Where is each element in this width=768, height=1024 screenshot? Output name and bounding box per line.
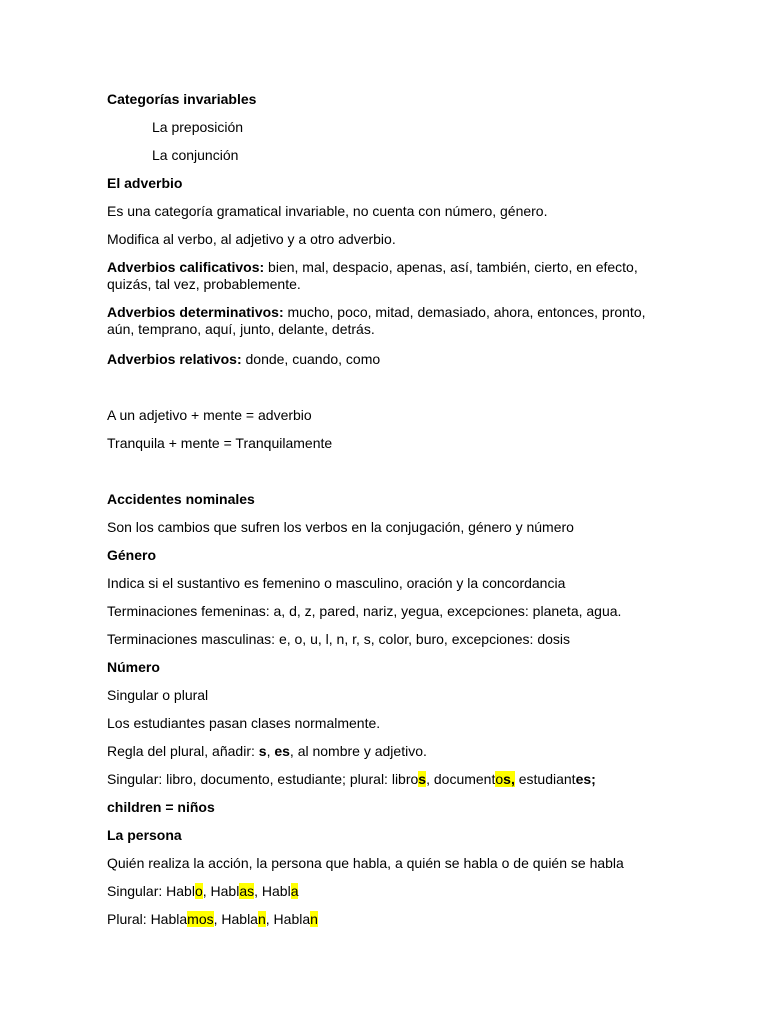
paragraph-regla-plural (107, 743, 427, 760)
heading-la-persona: La persona (107, 827, 182, 843)
singpl-text-a: Singular: libro, documento, estudiante; plural: libro (107, 771, 419, 787)
item-conjuncion: La conjunción (152, 147, 239, 163)
heading-el-adverbio: El adverbio (107, 175, 183, 191)
paragraph-ejemplo: Tranquila + mente = Tranquilamente (107, 435, 333, 451)
highlight-o-documentos: o (495, 771, 504, 787)
paragraph-formula: A un adjetivo + mente = adverbio (107, 407, 312, 423)
label-determinativos: Adverbios determinativos: (107, 304, 284, 320)
highlight-n-hablan-1: n (257, 911, 266, 927)
paragraph-children: children = niños (107, 799, 215, 815)
paragraph-estudiantes: Los estudiantes pasan clases normalmente. (107, 715, 381, 731)
singular-text-c: , Habl (254, 883, 291, 899)
highlight-s-documentos: s, (503, 771, 515, 787)
paragraph-definicion: Es una categoría gramatical invariable, no cuenta con número, género. (107, 203, 548, 219)
paragraph-plural-habla (107, 911, 318, 928)
label-calificativos: Adverbios calificativos: (107, 259, 265, 275)
singpl-text-b: , document (426, 771, 496, 787)
paragraph-quien: Quién realiza la acción, la persona que habla, a quién se habla o de quién se habla (107, 855, 624, 871)
singular-text-b: , Habl (202, 883, 240, 899)
paragraph-indica: Indica si el sustantivo es femenino o masculino, oración y la concordancia (107, 575, 566, 591)
text-calificativos: bien, mal, despacio, apenas, así, también, cierto, en efecto, quizás, tal vez, probablemente. (107, 259, 638, 292)
heading-numero: Número (107, 659, 160, 675)
paragraph-calificativos (107, 259, 652, 293)
regla-s: s (258, 743, 267, 759)
singpl-text-c: estudiant (514, 771, 576, 787)
paragraph-masculinas: Terminaciones masculinas: e, o, u, l, n, r, s, color, buro, excepciones: dosis (107, 631, 570, 647)
plural-text-c: , Habla (265, 911, 311, 927)
regla-rest: , al nombre y adjetivo. (289, 743, 427, 759)
plural-text-a: Plural: Habla (107, 911, 188, 927)
heading-accidentes-nominales: Accidentes nominales (107, 491, 255, 507)
label-relativos: Adverbios relativos: (107, 351, 242, 367)
paragraph-ejemplos-plural (107, 771, 596, 788)
highlight-a-habla: a (290, 883, 299, 899)
highlight-n-hablan-2: n (310, 911, 318, 927)
regla-text: Regla del plural, añadir: (107, 743, 259, 759)
paragraph-femeninas: Terminaciones femeninas: a, d, z, pared, nariz, yegua, excepciones: planeta, agua. (107, 603, 622, 619)
text-relativos: donde, cuando, como (241, 351, 381, 367)
paragraph-relativos (107, 351, 380, 368)
paragraph-cambios: Son los cambios que sufren los verbos en la conjugación, género y número (107, 519, 574, 535)
highlight-o-hablo: o (194, 883, 203, 899)
paragraph-singular-plural: Singular o plural (107, 687, 209, 703)
paragraph-singular-habla (107, 883, 298, 900)
plural-text-b: , Habla (213, 911, 258, 927)
text-determinativos: mucho, poco, mitad, demasiado, ahora, entonces, pronto, aún, temprano, aquí, junto, delante, detrás. (107, 304, 646, 337)
highlight-s-libros: s (418, 771, 427, 787)
highlight-as-hablas: as (239, 883, 255, 899)
regla-comma: , (266, 743, 275, 759)
item-preposicion: La preposición (152, 119, 244, 135)
highlight-mos-hablamos: mos (187, 911, 214, 927)
paragraph-determinativos (107, 304, 652, 338)
regla-es: es (274, 743, 290, 759)
paragraph-modifica: Modifica al verbo, al adjetivo y a otro adverbio. (107, 231, 396, 247)
heading-genero: Género (107, 547, 157, 563)
heading-categorias-invariables: Categorías invariables (107, 91, 257, 107)
singular-text-a: Singular: Habl (107, 883, 195, 899)
bold-es-estudiantes: es; (575, 771, 596, 787)
